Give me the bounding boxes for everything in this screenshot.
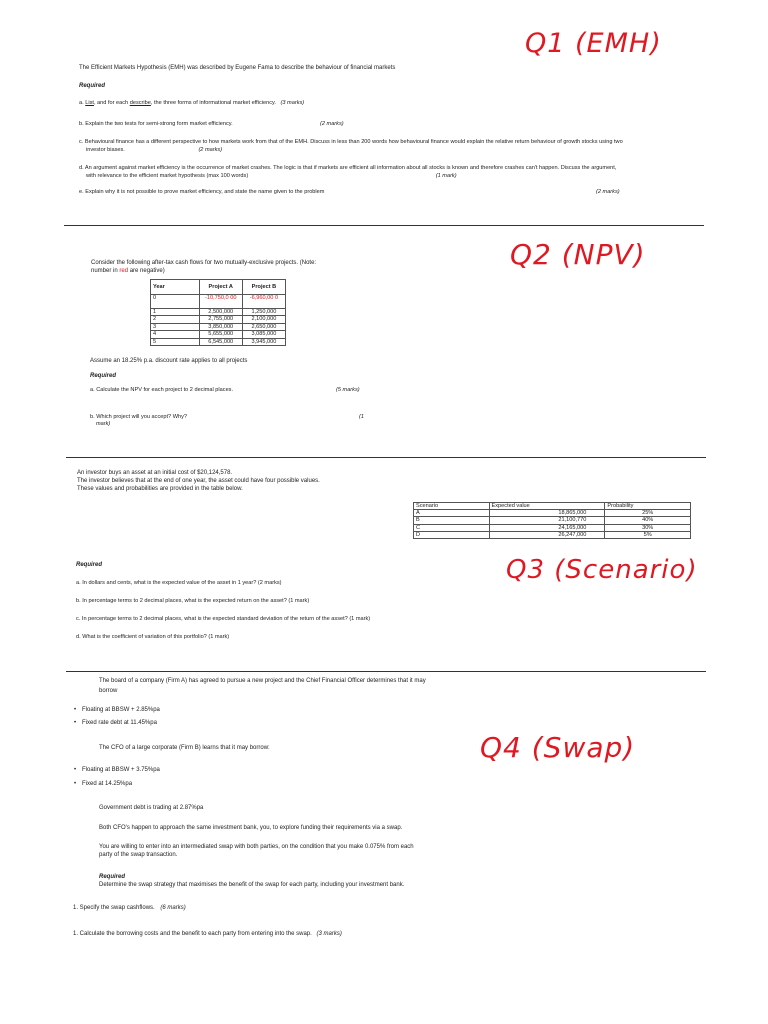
q4-intro-line1: The board of a company (Firm A) has agreed to pursue a new project and the Chief Financial Officer determines that it may xyxy=(99,678,426,684)
q4-handwritten-label: Q4 (Swap) xyxy=(480,731,636,764)
q1-item-c xyxy=(79,139,729,154)
q2-intro-red-word: red xyxy=(119,268,129,274)
q2-b-marks-2: mark) xyxy=(96,421,111,427)
q1-required-heading: Required xyxy=(79,83,106,89)
table-row xyxy=(414,517,691,524)
q1-e-marks: (2 marks) xyxy=(596,189,620,195)
q2-cell: 2,100,000 xyxy=(242,316,285,323)
q4-intro xyxy=(99,677,426,695)
q1-a-rest: , the three forms of informational market efficiency. xyxy=(150,100,276,106)
q3-cell: 26,247,000 xyxy=(489,531,605,538)
q3-header-scenario: Scenario xyxy=(414,503,490,510)
q3-intro-line2: The investor believes that at the end of one year, the asset could have four possible values. xyxy=(77,478,320,484)
q2-cell: 5 xyxy=(151,338,200,345)
q3-cell: 24,165,000 xyxy=(489,524,605,531)
q4-item-2-marks: (3 marks) xyxy=(316,931,342,937)
q3-cell: 40% xyxy=(605,517,691,524)
q2-cell: 5,655,000 xyxy=(199,331,242,338)
q3-cell: 25% xyxy=(605,510,691,517)
q2-intro-line2-pre: number in xyxy=(91,268,120,274)
divider-q3-q4 xyxy=(66,671,706,672)
q4-firm-b-intro: The CFO of a large corporate (Firm B) learns that it may borrow: xyxy=(99,745,270,751)
q3-cell: C xyxy=(414,524,490,531)
q1-item-b: b. Explain the two tests for semi-strong form market efficiency. xyxy=(79,121,233,127)
q3-cell: 5% xyxy=(605,531,691,538)
q2-assume: Assume an 18.25% p.a. discount rate applies to all projects xyxy=(90,358,248,364)
q4-item-2 xyxy=(73,930,342,938)
table-row xyxy=(151,295,286,309)
table-row xyxy=(414,531,691,538)
q3-intro xyxy=(77,469,320,493)
q1-c-line2: investor biases. xyxy=(86,146,125,153)
q3-intro-line3: These values and probabilities are provided in the table below. xyxy=(77,486,243,492)
q4-govt-debt: Government debt is trading at 2.87%pa xyxy=(99,805,204,811)
q2-cell: 6,545,000 xyxy=(199,338,242,345)
q4-approach: Both CFO's happen to approach the same investment bank, you, to explore funding their requirements via a swap. xyxy=(99,825,403,831)
divider-q2-q3 xyxy=(66,457,706,458)
q3-cell: B xyxy=(414,517,490,524)
q1-b-marks: (2 marks) xyxy=(320,121,344,127)
q1-d-marks: (1 mark) xyxy=(435,172,457,179)
q3-handwritten-label: Q3 (Scenario) xyxy=(506,555,698,585)
q1-d-line2: with relevance to the efficient market hypothesis (max 100 words) xyxy=(86,172,249,179)
q1-a-marks: (3 marks) xyxy=(280,100,305,106)
q2-intro-line2-post: are negative) xyxy=(128,268,165,274)
q1-item-e: e. Explain why it is not possible to prove market efficiency, and state the name given to the problem xyxy=(79,189,325,195)
q1-a-describe-word: describe xyxy=(129,100,151,106)
q2-cell: 2,650,000 xyxy=(242,323,285,330)
q1-a-list-word: List xyxy=(85,100,94,106)
q4-item-2-text: 1. Calculate the borrowing costs and the benefit to each party from entering into the swap. xyxy=(73,931,312,937)
q2-cell: 0 xyxy=(151,295,200,309)
q2-cell: -6,960,00 0 xyxy=(242,295,285,309)
q4-firm-b-fixed: • Fixed at 14.25%pa xyxy=(82,780,132,788)
q4-firm-b-floating: • Floating at BBSW + 3.75%pa xyxy=(82,766,160,774)
q2-item-b: b. Which project will you accept? Why? xyxy=(90,414,187,420)
q3-item-a: a. In dollars and cents, what is the expected value of the asset in 1 year? (2 marks) xyxy=(76,580,282,586)
q3-item-d: d. What is the coefficient of variation of this portfolio? (1 mark) xyxy=(76,634,230,640)
q4-intro-line2: borrow xyxy=(99,688,118,694)
q2-cashflow-table xyxy=(150,279,286,346)
q4-firm-a-floating: • Floating at BBSW + 2.85%pa xyxy=(82,706,160,714)
q2-header-year: Year xyxy=(151,280,200,295)
table-row xyxy=(151,338,286,345)
q4-item-1 xyxy=(73,904,186,912)
q3-header-probability: Probability xyxy=(605,503,691,510)
q3-intro-line1: An investor buys an asset at an initial cost of $20,124,578. xyxy=(77,470,233,476)
table-row xyxy=(151,323,286,330)
q2-required-heading: Required xyxy=(90,373,117,379)
q4-determine: Determine the swap strategy that maximises the benefit of the swap for each party, including your investment bank. xyxy=(99,882,405,888)
q3-cell: 21,100,770 xyxy=(489,517,605,524)
q2-cell: 2,755,000 xyxy=(199,316,242,323)
q4-item-1-marks: (6 marks) xyxy=(160,905,186,911)
table-row xyxy=(151,316,286,323)
q2-cell: 2 xyxy=(151,316,200,323)
q3-cell: 30% xyxy=(605,524,691,531)
q3-cell: A xyxy=(414,510,490,517)
q3-cell: D xyxy=(414,531,490,538)
q2-intro xyxy=(91,259,361,275)
q2-header-project-b-text: Project B xyxy=(251,283,277,290)
q3-item-b: b. In percentage terms to 2 decimal places, what is the expected return on the asset? (1 mark) xyxy=(76,598,310,604)
q2-a-marks: (5 marks) xyxy=(336,387,360,393)
q2-cell: -10,750,0 00 xyxy=(199,295,242,309)
q2-cell: 3,085,000 xyxy=(242,331,285,338)
q4-firm-a-fixed: • Fixed rate debt at 11.45%pa xyxy=(82,719,157,727)
q2-cell: 3,850,000 xyxy=(199,323,242,330)
q3-header-expected-value: Expected value xyxy=(489,503,605,510)
q1-handwritten-label: Q1 (EMH) xyxy=(525,28,662,59)
q4-item-1-text: 1. Specify the swap cashflows. xyxy=(73,905,155,911)
q3-item-c: c. In percentage terms to 2 decimal places, what is the expected standard deviation of the return of the asset? (1 mark) xyxy=(76,616,371,622)
q2-cell: 1,250,000 xyxy=(242,309,285,316)
q2-header-project-b xyxy=(242,280,285,295)
q1-intro: The Efficient Markets Hypothesis (EMH) was described by Eugene Fama to describe the behaviour of financial markets xyxy=(79,65,396,71)
q3-required-heading: Required xyxy=(76,562,103,568)
table-row xyxy=(414,510,691,517)
table-row xyxy=(414,524,691,531)
q2-cell: 2,500,000 xyxy=(199,309,242,316)
q3-scenario-table xyxy=(413,502,691,539)
q2-header-project-a xyxy=(199,280,242,295)
q2-b-marks-1: (1 xyxy=(359,414,364,420)
q1-a-mid: , and for each xyxy=(93,100,130,106)
table-row xyxy=(151,331,286,338)
q1-d-line1: d. An argument against market efficiency is the occurrence of market crashes. The logic is that if markets are efficient all information about all stocks is known and therefore crashes can't happen. Discuss the argument, xyxy=(79,165,617,171)
table-row xyxy=(151,309,286,316)
q1-item-d xyxy=(79,165,759,180)
q4-willing-line2: party of the swap transaction. xyxy=(99,852,178,858)
q2-header-project-a-text: Project A xyxy=(208,283,233,290)
q1-c-marks: (2 marks) xyxy=(198,146,223,153)
q2-cell: 3 xyxy=(151,323,200,330)
q2-cell: 4 xyxy=(151,331,200,338)
q2-cell: 1 xyxy=(151,309,200,316)
q2-cell: 3,945,000 xyxy=(242,338,285,345)
q4-willing-line1: You are willing to enter into an intermediated swap with both parties, on the condition that you make 0.075% from each xyxy=(99,844,414,850)
q1-a-prefix: a. xyxy=(79,100,84,106)
q2-handwritten-label: Q2 (NPV) xyxy=(510,238,646,271)
q1-item-a xyxy=(79,100,304,108)
q2-intro-line1: Consider the following after-tax cash flows for two mutually-exclusive projects. (Note: xyxy=(91,260,317,266)
q4-willing xyxy=(99,843,414,859)
q1-c-line1: c. Behavioural finance has a different perspective to how markets work from that of the EMH. Discuss in less than 200 words how behavioural finance would explain the relative return behaviour of growth stocks using two xyxy=(79,139,623,145)
q3-cell: 18,865,000 xyxy=(489,510,605,517)
q2-item-a: a. Calculate the NPV for each project to 2 decimal places. xyxy=(90,387,234,393)
q4-required-heading: Required xyxy=(99,874,126,880)
divider-q1-q2 xyxy=(64,225,704,226)
